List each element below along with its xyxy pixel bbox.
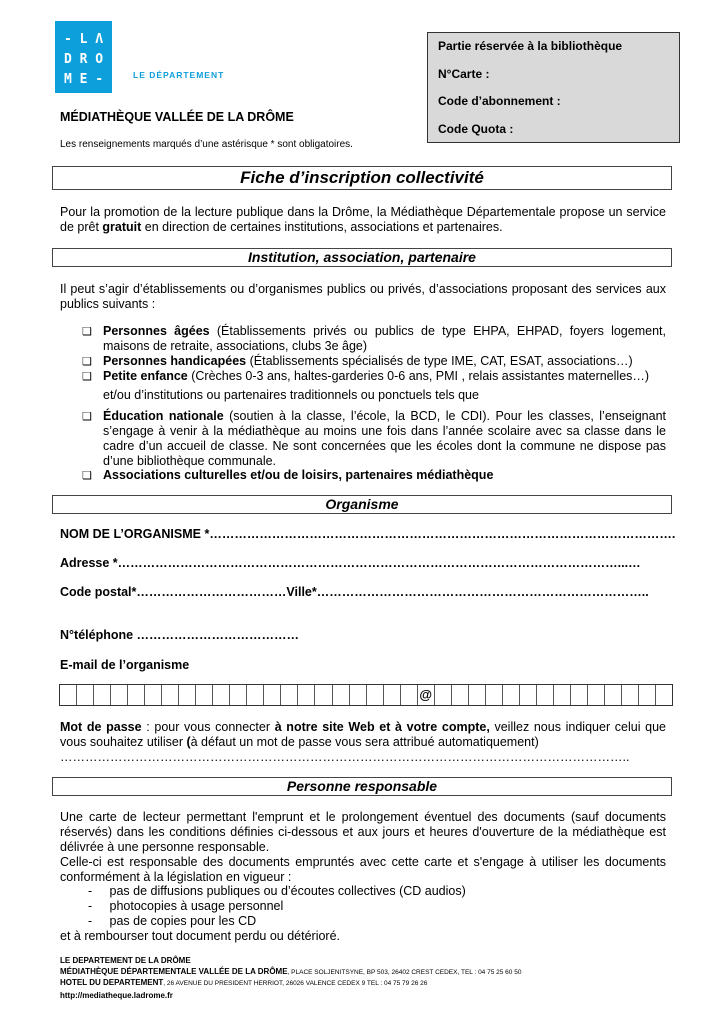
email-char-cell[interactable] [264, 685, 281, 705]
email-input-grid[interactable] [59, 684, 673, 706]
email-char-cell[interactable] [60, 685, 77, 705]
section-institution: Institution, association, partenaire [52, 248, 672, 267]
email-char-cell[interactable] [111, 685, 128, 705]
email-char-cell[interactable] [179, 685, 196, 705]
email-char-cell[interactable] [281, 685, 298, 705]
organisation-name-field[interactable]: NOM DE L’ORGANISME *…………………………………………………………………………………………………. [60, 527, 676, 541]
password-text[interactable]: Mot de passe : pour vous connecter à notre site Web et à votre compte, veillez nous indiquer celui que vous souhaitez utiliser (à défaut un mot de passe vous sera attribué automatiquement) ……………………………………………………………………………………………………………………….. [60, 720, 666, 764]
email-char-cell[interactable] [520, 685, 537, 705]
intro-text: Pour la promotion de la lecture publique dans la Drôme, la Médiathèque Départementale propose un service de prêt gratuit en direction de certaines institutions, associations et partenaires. [60, 205, 666, 234]
reserved-title: Partie réservée à la bibliothèque [438, 39, 623, 53]
email-char-cell[interactable] [401, 685, 418, 705]
list-item: ❑ Associations culturelles et/ou de loisirs, partenaires médiathèque [82, 468, 494, 482]
checkbox-icon: ❑ [82, 470, 92, 482]
list-item: ❑ Éducation nationale (soutien à la classe, l’école, la BCD, le CDI). Pour les classes, l’enseignant s’engage à venir à la médiathèque au moins une fois dans l’année scolaire avec sa classe dans le cadre d’un accueil de classe. Ne sont concernées que les écoles dont la commune ne dispose pas d’une bibliothèque communale. [82, 409, 666, 468]
postcode-city-field[interactable]: Code postal*………………………………Ville*…………………………………………………………………….. [60, 585, 649, 599]
email-char-cell[interactable] [605, 685, 622, 705]
subscription-code-label: Code d’abonnement : [438, 94, 561, 108]
footer-website-link[interactable]: http://mediatheque.ladrome.fr [60, 991, 173, 1000]
footer-line-3: HOTEL DU DEPARTEMENT, 26 AVENUE DU PRESIDENT HERRIOT, 26026 VALENCE CEDEX 9 TEL : 04 75 79 26 26 [60, 978, 428, 987]
email-char-cell[interactable] [452, 685, 469, 705]
email-at-cell[interactable]: @ [418, 685, 435, 705]
responsible-text-3: et à rembourser tout document perdu ou détérioré. [60, 929, 341, 943]
email-char-cell[interactable] [247, 685, 264, 705]
email-char-cell[interactable] [469, 685, 486, 705]
quota-code-label: Code Quota : [438, 121, 514, 136]
rule-item: - pas de diffusions publiques ou d’écoutes collectives (CD audios) [88, 884, 466, 898]
email-char-cell[interactable] [230, 685, 247, 705]
checkbox-icon: ❑ [82, 356, 92, 368]
mandatory-note: Les renseignements marqués d’une astérisque * sont obligatoires. [60, 139, 353, 150]
footer-line-1: LE DEPARTEMENT DE LA DRÔME [60, 956, 191, 965]
phone-field[interactable]: N°téléphone ………………………………… [60, 628, 300, 642]
email-label: E-mail de l’organisme [60, 658, 190, 672]
list-item-extra: et/ou d’institutions ou partenaires traditionnels ou ponctuels tels que [103, 388, 479, 402]
list-item: ❑ Petite enfance (Crèches 0-3 ans, haltes-garderies 0-6 ans, PMI , relais assistantes maternelles…) [82, 369, 650, 383]
email-char-cell[interactable] [537, 685, 554, 705]
email-char-cell[interactable] [333, 685, 350, 705]
card-number-label: N°Carte : [438, 66, 490, 81]
checkbox-icon: ❑ [82, 411, 92, 423]
email-char-cell[interactable] [384, 685, 401, 705]
email-char-cell[interactable] [588, 685, 605, 705]
section-organisme: Organisme [52, 495, 672, 514]
library-name: MÉDIATHÈQUE VALLÉE DE LA DRÔME [60, 110, 294, 124]
email-char-cell[interactable] [196, 685, 213, 705]
responsible-text-1: Une carte de lecteur permettant l'emprunt et le prolongement éventuel des documents (sauf documents réservés) dans les conditions définies ci-dessous et aux jours et heures d'ouverture de la médiathèque est délivrée à une personne responsable. [60, 810, 666, 854]
rule-item: - photocopies à usage personnel [88, 899, 284, 913]
la-drome-logo: - L Λ D R O M E - [55, 21, 112, 93]
footer-line-2: MÉDIATHÈQUE DÉPARTEMENTALE VALLÉE DE LA DRÔME, PLACE SOLJENITSYNE, BP 503, 26402 CREST CEDEX, TEL : 04 75 25 60 50 [60, 967, 522, 976]
email-char-cell[interactable] [571, 685, 588, 705]
email-char-cell[interactable] [145, 685, 162, 705]
reserved-box [427, 32, 680, 143]
email-char-cell[interactable] [367, 685, 384, 705]
rule-item: - pas de copies pour les CD [88, 914, 257, 928]
checkbox-icon: ❑ [82, 326, 92, 338]
email-char-cell[interactable] [554, 685, 571, 705]
email-char-cell[interactable] [622, 685, 639, 705]
email-char-cell[interactable] [639, 685, 656, 705]
responsible-text-2: Celle-ci est responsable des documents empruntés avec cette carte et s'engage à utiliser les documents conformément à la législation en vigueur : [60, 855, 666, 884]
institution-intro: Il peut s’agir d’établissements ou d’organismes publics ou privés, d’associations proposant des services aux publics suivants : [60, 282, 666, 311]
email-char-cell[interactable] [656, 685, 672, 705]
list-item: ❑ Personnes handicapées (Établissements spécialisés de type IME, CAT, ESAT, associations…) [82, 354, 633, 368]
email-char-cell[interactable] [128, 685, 145, 705]
email-char-cell[interactable] [213, 685, 230, 705]
email-char-cell[interactable] [435, 685, 452, 705]
email-char-cell[interactable] [298, 685, 315, 705]
section-personne: Personne responsable [52, 777, 672, 796]
email-char-cell[interactable] [503, 685, 520, 705]
email-char-cell[interactable] [162, 685, 179, 705]
email-char-cell[interactable] [77, 685, 94, 705]
list-item: ❑ Personnes âgées (Établissements privés ou publics de type EHPA, EHPAD, foyers logement, maisons de retraite, associations, clubs 3e âge) [82, 324, 666, 353]
page-title: Fiche d’inscription collectivité [52, 166, 672, 190]
email-char-cell[interactable] [94, 685, 111, 705]
checkbox-icon: ❑ [82, 371, 92, 383]
email-char-cell[interactable] [486, 685, 503, 705]
address-field[interactable]: Adresse *…………………………………………………………………………………………………………...… [60, 556, 641, 570]
email-char-cell[interactable] [350, 685, 367, 705]
logo-subtitle: LE DÉPARTEMENT [133, 70, 225, 80]
email-char-cell[interactable] [315, 685, 332, 705]
